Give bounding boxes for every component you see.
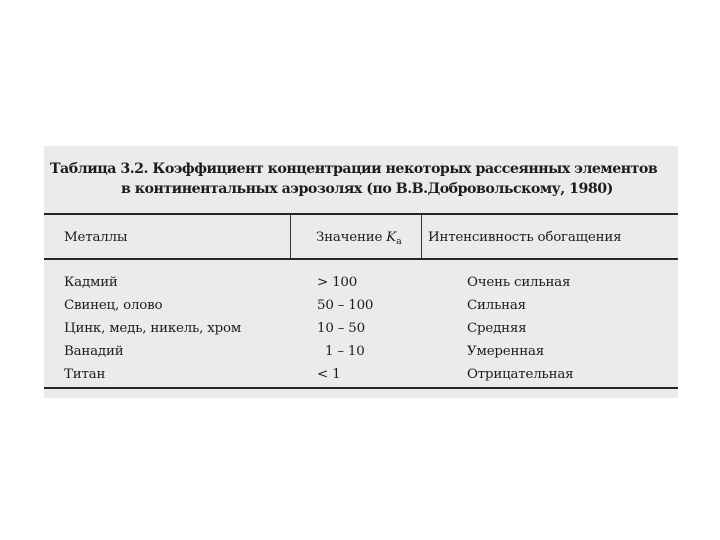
row-5-metal: Титан — [64, 367, 106, 382]
table-caption — [50, 159, 674, 199]
row-2-intensity: Сильная — [467, 298, 526, 313]
table-caption-line-1: Таблица 3.2. Коэффициент концентрации некоторых рассеянных элементов — [50, 161, 658, 177]
scanned-table-image — [44, 146, 678, 398]
header-intensity: Интенсивность обогащения — [428, 230, 622, 245]
row-3-metal: Цинк, медь, никель, хром — [64, 321, 242, 336]
row-3-value: 10 – 50 — [317, 321, 365, 336]
row-4-intensity: Умеренная — [467, 344, 544, 359]
table-caption-line-2: в континентальных аэрозолях (по В.В.Добровольскому, 1980) — [121, 181, 613, 197]
row-2-value: 50 – 100 — [317, 298, 374, 313]
row-1-intensity: Очень сильная — [467, 275, 571, 290]
row-5-intensity: Отрицательная — [467, 367, 574, 382]
row-2-metal: Свинец, олово — [64, 298, 163, 313]
table-top-rule — [44, 213, 678, 215]
column-divider-2 — [421, 215, 422, 258]
column-divider-1 — [290, 215, 291, 258]
row-3-intensity: Средняя — [467, 321, 527, 336]
row-5-value: < 1 — [317, 367, 341, 382]
header-value-symbol: K — [386, 230, 397, 245]
table-bottom-rule — [44, 387, 678, 389]
header-value-label: Значение — [316, 230, 387, 245]
row-1-metal: Кадмий — [64, 275, 118, 290]
row-4-metal: Ванадий — [64, 344, 124, 359]
header-bottom-rule — [44, 258, 678, 260]
header-value — [316, 229, 402, 247]
row-1-value: > 100 — [317, 275, 358, 290]
header-value-subscript: a — [396, 236, 402, 247]
row-4-value: 1 – 10 — [325, 344, 365, 359]
header-metals: Металлы — [64, 230, 128, 245]
